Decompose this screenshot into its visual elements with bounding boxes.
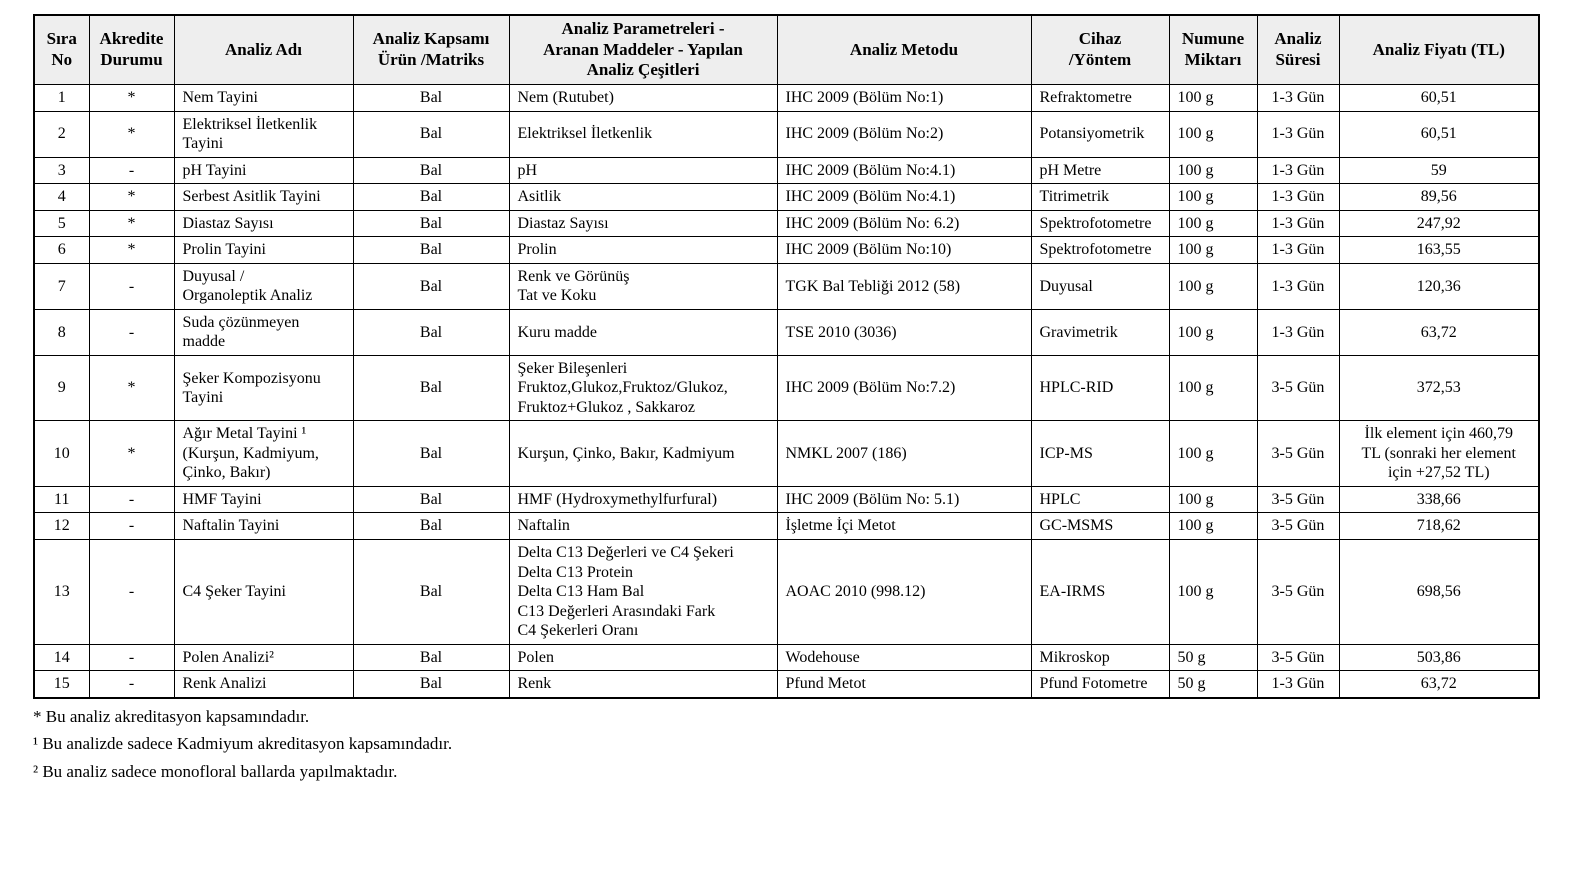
cell-analiz-kapsami: Bal <box>353 513 509 540</box>
cell-analiz-fiyati: 60,51 <box>1339 85 1539 112</box>
cell-numune-miktari: 50 g <box>1169 644 1257 671</box>
cell-analiz-fiyati: 163,55 <box>1339 237 1539 264</box>
cell-analiz-fiyati: 63,72 <box>1339 309 1539 355</box>
cell-analiz-fiyati: 503,86 <box>1339 644 1539 671</box>
table-row <box>34 309 1539 355</box>
cell-analiz-metodu: IHC 2009 (Bölüm No: 5.1) <box>777 486 1031 513</box>
cell-analiz-kapsami: Bal <box>353 210 509 237</box>
cell-analiz-fiyati: 59 <box>1339 157 1539 184</box>
cell-cihaz-yontem: HPLC <box>1031 486 1169 513</box>
cell-numune-miktari: 100 g <box>1169 421 1257 487</box>
cell-analiz-suresi: 3-5 Gün <box>1257 421 1339 487</box>
col-header-sira-no: Sıra No <box>34 15 89 85</box>
cell-analiz-metodu: NMKL 2007 (186) <box>777 421 1031 487</box>
cell-analiz-adi: Elektriksel İletkenlik Tayini <box>174 111 353 157</box>
cell-analiz-parametreleri: HMF (Hydroxymethylfurfural) <box>509 486 777 513</box>
cell-analiz-kapsami: Bal <box>353 540 509 645</box>
cell-analiz-suresi: 3-5 Gün <box>1257 513 1339 540</box>
cell-analiz-suresi: 3-5 Gün <box>1257 644 1339 671</box>
cell-analiz-kapsami: Bal <box>353 111 509 157</box>
cell-analiz-adi: Duyusal / Organoleptik Analiz <box>174 263 353 309</box>
cell-analiz-suresi: 1-3 Gün <box>1257 111 1339 157</box>
cell-analiz-adi: Naftalin Tayini <box>174 513 353 540</box>
cell-analiz-metodu: IHC 2009 (Bölüm No:4.1) <box>777 157 1031 184</box>
cell-analiz-metodu: TSE 2010 (3036) <box>777 309 1031 355</box>
cell-cihaz-yontem: Spektrofotometre <box>1031 237 1169 264</box>
table-row <box>34 671 1539 698</box>
cell-numune-miktari: 50 g <box>1169 671 1257 698</box>
cell-analiz-suresi: 3-5 Gün <box>1257 355 1339 421</box>
cell-analiz-adi: pH Tayini <box>174 157 353 184</box>
cell-sira-no: 15 <box>34 671 89 698</box>
cell-analiz-adi: HMF Tayini <box>174 486 353 513</box>
col-header-analiz-parametreleri: Analiz Parametreleri - Aranan Maddeler - Yapılan Analiz Çeşitleri <box>509 15 777 85</box>
cell-akredite-durumu: * <box>89 355 174 421</box>
cell-analiz-parametreleri: Delta C13 Değerleri ve C4 Şekeri Delta C13 Protein Delta C13 Ham Bal C13 Değerleri Arasındaki Fark C4 Şekerleri Oranı <box>509 540 777 645</box>
cell-analiz-suresi: 3-5 Gün <box>1257 540 1339 645</box>
cell-analiz-metodu: AOAC 2010 (998.12) <box>777 540 1031 645</box>
cell-analiz-metodu: IHC 2009 (Bölüm No:4.1) <box>777 184 1031 211</box>
table-row <box>34 210 1539 237</box>
cell-akredite-durumu: - <box>89 157 174 184</box>
cell-akredite-durumu: * <box>89 184 174 211</box>
cell-analiz-suresi: 1-3 Gün <box>1257 157 1339 184</box>
table-row <box>34 540 1539 645</box>
cell-analiz-adi: Nem Tayini <box>174 85 353 112</box>
cell-analiz-suresi: 1-3 Gün <box>1257 210 1339 237</box>
cell-analiz-metodu: IHC 2009 (Bölüm No:1) <box>777 85 1031 112</box>
cell-akredite-durumu: - <box>89 540 174 645</box>
cell-analiz-fiyati: 63,72 <box>1339 671 1539 698</box>
cell-analiz-fiyati: 372,53 <box>1339 355 1539 421</box>
cell-analiz-metodu: Pfund Metot <box>777 671 1031 698</box>
cell-analiz-kapsami: Bal <box>353 263 509 309</box>
cell-cihaz-yontem: Duyusal <box>1031 263 1169 309</box>
cell-analiz-kapsami: Bal <box>353 644 509 671</box>
cell-analiz-kapsami: Bal <box>353 85 509 112</box>
cell-sira-no: 14 <box>34 644 89 671</box>
cell-analiz-fiyati: 120,36 <box>1339 263 1539 309</box>
cell-analiz-fiyati: 60,51 <box>1339 111 1539 157</box>
col-header-analiz-metodu: Analiz Metodu <box>777 15 1031 85</box>
cell-analiz-fiyati: 338,66 <box>1339 486 1539 513</box>
table-row <box>34 184 1539 211</box>
cell-analiz-adi: Polen Analizi² <box>174 644 353 671</box>
cell-numune-miktari: 100 g <box>1169 486 1257 513</box>
cell-cihaz-yontem: pH Metre <box>1031 157 1169 184</box>
cell-numune-miktari: 100 g <box>1169 309 1257 355</box>
cell-analiz-metodu: IHC 2009 (Bölüm No:2) <box>777 111 1031 157</box>
table-row <box>34 237 1539 264</box>
col-header-akredite-durumu: Akredite Durumu <box>89 15 174 85</box>
cell-cihaz-yontem: Titrimetrik <box>1031 184 1169 211</box>
cell-numune-miktari: 100 g <box>1169 157 1257 184</box>
cell-analiz-kapsami: Bal <box>353 184 509 211</box>
col-header-numune-miktari: Numune Miktarı <box>1169 15 1257 85</box>
cell-analiz-adi: C4 Şeker Tayini <box>174 540 353 645</box>
cell-sira-no: 5 <box>34 210 89 237</box>
cell-numune-miktari: 100 g <box>1169 237 1257 264</box>
cell-analiz-parametreleri: Kuru madde <box>509 309 777 355</box>
cell-analiz-kapsami: Bal <box>353 355 509 421</box>
table-row <box>34 513 1539 540</box>
footnote-cadmium: ¹ Bu analizde sadece Kadmiyum akreditasyon kapsamındadır. <box>33 734 453 754</box>
cell-cihaz-yontem: GC-MSMS <box>1031 513 1169 540</box>
cell-sira-no: 11 <box>34 486 89 513</box>
cell-analiz-adi: Serbest Asitlik Tayini <box>174 184 353 211</box>
cell-akredite-durumu: * <box>89 421 174 487</box>
cell-akredite-durumu: * <box>89 85 174 112</box>
footnotes <box>33 707 1540 782</box>
cell-cihaz-yontem: EA-IRMS <box>1031 540 1169 645</box>
col-header-analiz-kapsami: Analiz Kapsamı Ürün /Matriks <box>353 15 509 85</box>
cell-analiz-parametreleri: Diastaz Sayısı <box>509 210 777 237</box>
cell-numune-miktari: 100 g <box>1169 513 1257 540</box>
cell-cihaz-yontem: ICP-MS <box>1031 421 1169 487</box>
table-row <box>34 486 1539 513</box>
footnote-accreditation: * Bu analiz akreditasyon kapsamındadır. <box>33 706 310 726</box>
cell-cihaz-yontem: Gravimetrik <box>1031 309 1169 355</box>
cell-analiz-fiyati: 698,56 <box>1339 540 1539 645</box>
cell-cihaz-yontem: Pfund Fotometre <box>1031 671 1169 698</box>
cell-analiz-parametreleri: Elektriksel İletkenlik <box>509 111 777 157</box>
cell-akredite-durumu: * <box>89 237 174 264</box>
cell-analiz-metodu: TGK Bal Tebliği 2012 (58) <box>777 263 1031 309</box>
cell-analiz-parametreleri: Polen <box>509 644 777 671</box>
cell-sira-no: 10 <box>34 421 89 487</box>
cell-sira-no: 9 <box>34 355 89 421</box>
table-row <box>34 644 1539 671</box>
cell-analiz-fiyati: İlk element için 460,79 TL (sonraki her element için +27,52 TL) <box>1339 421 1539 487</box>
cell-analiz-metodu: IHC 2009 (Bölüm No: 6.2) <box>777 210 1031 237</box>
cell-analiz-metodu: İşletme İçi Metot <box>777 513 1031 540</box>
cell-sira-no: 12 <box>34 513 89 540</box>
table-row <box>34 157 1539 184</box>
cell-numune-miktari: 100 g <box>1169 355 1257 421</box>
cell-analiz-parametreleri: Prolin <box>509 237 777 264</box>
cell-sira-no: 2 <box>34 111 89 157</box>
cell-akredite-durumu: * <box>89 210 174 237</box>
cell-analiz-adi: Diastaz Sayısı <box>174 210 353 237</box>
cell-akredite-durumu: - <box>89 486 174 513</box>
cell-analiz-kapsami: Bal <box>353 486 509 513</box>
cell-analiz-suresi: 1-3 Gün <box>1257 85 1339 112</box>
cell-numune-miktari: 100 g <box>1169 540 1257 645</box>
cell-analiz-suresi: 1-3 Gün <box>1257 309 1339 355</box>
cell-akredite-durumu: - <box>89 309 174 355</box>
cell-analiz-parametreleri: Şeker Bileşenleri Fruktoz,Glukoz,Fruktoz/Glukoz, Fruktoz+Glukoz , Sakkaroz <box>509 355 777 421</box>
cell-analiz-adi: Renk Analizi <box>174 671 353 698</box>
cell-analiz-kapsami: Bal <box>353 237 509 264</box>
table-row <box>34 263 1539 309</box>
cell-analiz-suresi: 1-3 Gün <box>1257 184 1339 211</box>
cell-analiz-kapsami: Bal <box>353 309 509 355</box>
cell-numune-miktari: 100 g <box>1169 184 1257 211</box>
col-header-analiz-fiyati: Analiz Fiyatı (TL) <box>1339 15 1539 85</box>
cell-analiz-fiyati: 247,92 <box>1339 210 1539 237</box>
cell-analiz-adi: Prolin Tayini <box>174 237 353 264</box>
cell-analiz-parametreleri: Renk ve Görünüş Tat ve Koku <box>509 263 777 309</box>
cell-analiz-kapsami: Bal <box>353 421 509 487</box>
cell-numune-miktari: 100 g <box>1169 210 1257 237</box>
cell-analiz-fiyati: 718,62 <box>1339 513 1539 540</box>
cell-analiz-parametreleri: Renk <box>509 671 777 698</box>
cell-akredite-durumu: - <box>89 644 174 671</box>
cell-sira-no: 4 <box>34 184 89 211</box>
cell-numune-miktari: 100 g <box>1169 111 1257 157</box>
cell-analiz-kapsami: Bal <box>353 671 509 698</box>
table-row <box>34 355 1539 421</box>
cell-analiz-metodu: IHC 2009 (Bölüm No:7.2) <box>777 355 1031 421</box>
cell-analiz-suresi: 1-3 Gün <box>1257 263 1339 309</box>
cell-sira-no: 1 <box>34 85 89 112</box>
cell-sira-no: 3 <box>34 157 89 184</box>
cell-analiz-adi: Suda çözünmeyen madde <box>174 309 353 355</box>
cell-sira-no: 13 <box>34 540 89 645</box>
header-row <box>34 15 1539 85</box>
cell-analiz-suresi: 3-5 Gün <box>1257 486 1339 513</box>
footnote-monofloral: ² Bu analiz sadece monofloral ballarda yapılmaktadır. <box>33 761 398 781</box>
table-row <box>34 421 1539 487</box>
cell-akredite-durumu: - <box>89 263 174 309</box>
cell-numune-miktari: 100 g <box>1169 85 1257 112</box>
cell-sira-no: 8 <box>34 309 89 355</box>
cell-cihaz-yontem: Potansiyometrik <box>1031 111 1169 157</box>
cell-cihaz-yontem: Mikroskop <box>1031 644 1169 671</box>
cell-analiz-parametreleri: Asitlik <box>509 184 777 211</box>
col-header-analiz-suresi: Analiz Süresi <box>1257 15 1339 85</box>
cell-analiz-kapsami: Bal <box>353 157 509 184</box>
analysis-price-table <box>33 14 1540 699</box>
cell-sira-no: 6 <box>34 237 89 264</box>
cell-cihaz-yontem: Spektrofotometre <box>1031 210 1169 237</box>
cell-numune-miktari: 100 g <box>1169 263 1257 309</box>
cell-analiz-adi: Şeker Kompozisyonu Tayini <box>174 355 353 421</box>
col-header-analiz-adi: Analiz Adı <box>174 15 353 85</box>
table-row <box>34 111 1539 157</box>
table-body <box>34 85 1539 698</box>
table-row <box>34 85 1539 112</box>
cell-analiz-suresi: 1-3 Gün <box>1257 671 1339 698</box>
cell-akredite-durumu: - <box>89 671 174 698</box>
cell-cihaz-yontem: HPLC-RID <box>1031 355 1169 421</box>
cell-analiz-parametreleri: Kurşun, Çinko, Bakır, Kadmiyum <box>509 421 777 487</box>
table-header <box>34 15 1539 85</box>
cell-analiz-parametreleri: Naftalin <box>509 513 777 540</box>
col-header-cihaz-yontem: Cihaz /Yöntem <box>1031 15 1169 85</box>
cell-analiz-fiyati: 89,56 <box>1339 184 1539 211</box>
cell-akredite-durumu: * <box>89 111 174 157</box>
cell-analiz-parametreleri: Nem (Rutubet) <box>509 85 777 112</box>
cell-analiz-metodu: IHC 2009 (Bölüm No:10) <box>777 237 1031 264</box>
cell-cihaz-yontem: Refraktometre <box>1031 85 1169 112</box>
cell-analiz-metodu: Wodehouse <box>777 644 1031 671</box>
cell-analiz-parametreleri: pH <box>509 157 777 184</box>
cell-akredite-durumu: - <box>89 513 174 540</box>
cell-analiz-adi: Ağır Metal Tayini ¹ (Kurşun, Kadmiyum, Çinko, Bakır) <box>174 421 353 487</box>
table-container <box>33 14 1540 789</box>
cell-analiz-suresi: 1-3 Gün <box>1257 237 1339 264</box>
cell-sira-no: 7 <box>34 263 89 309</box>
